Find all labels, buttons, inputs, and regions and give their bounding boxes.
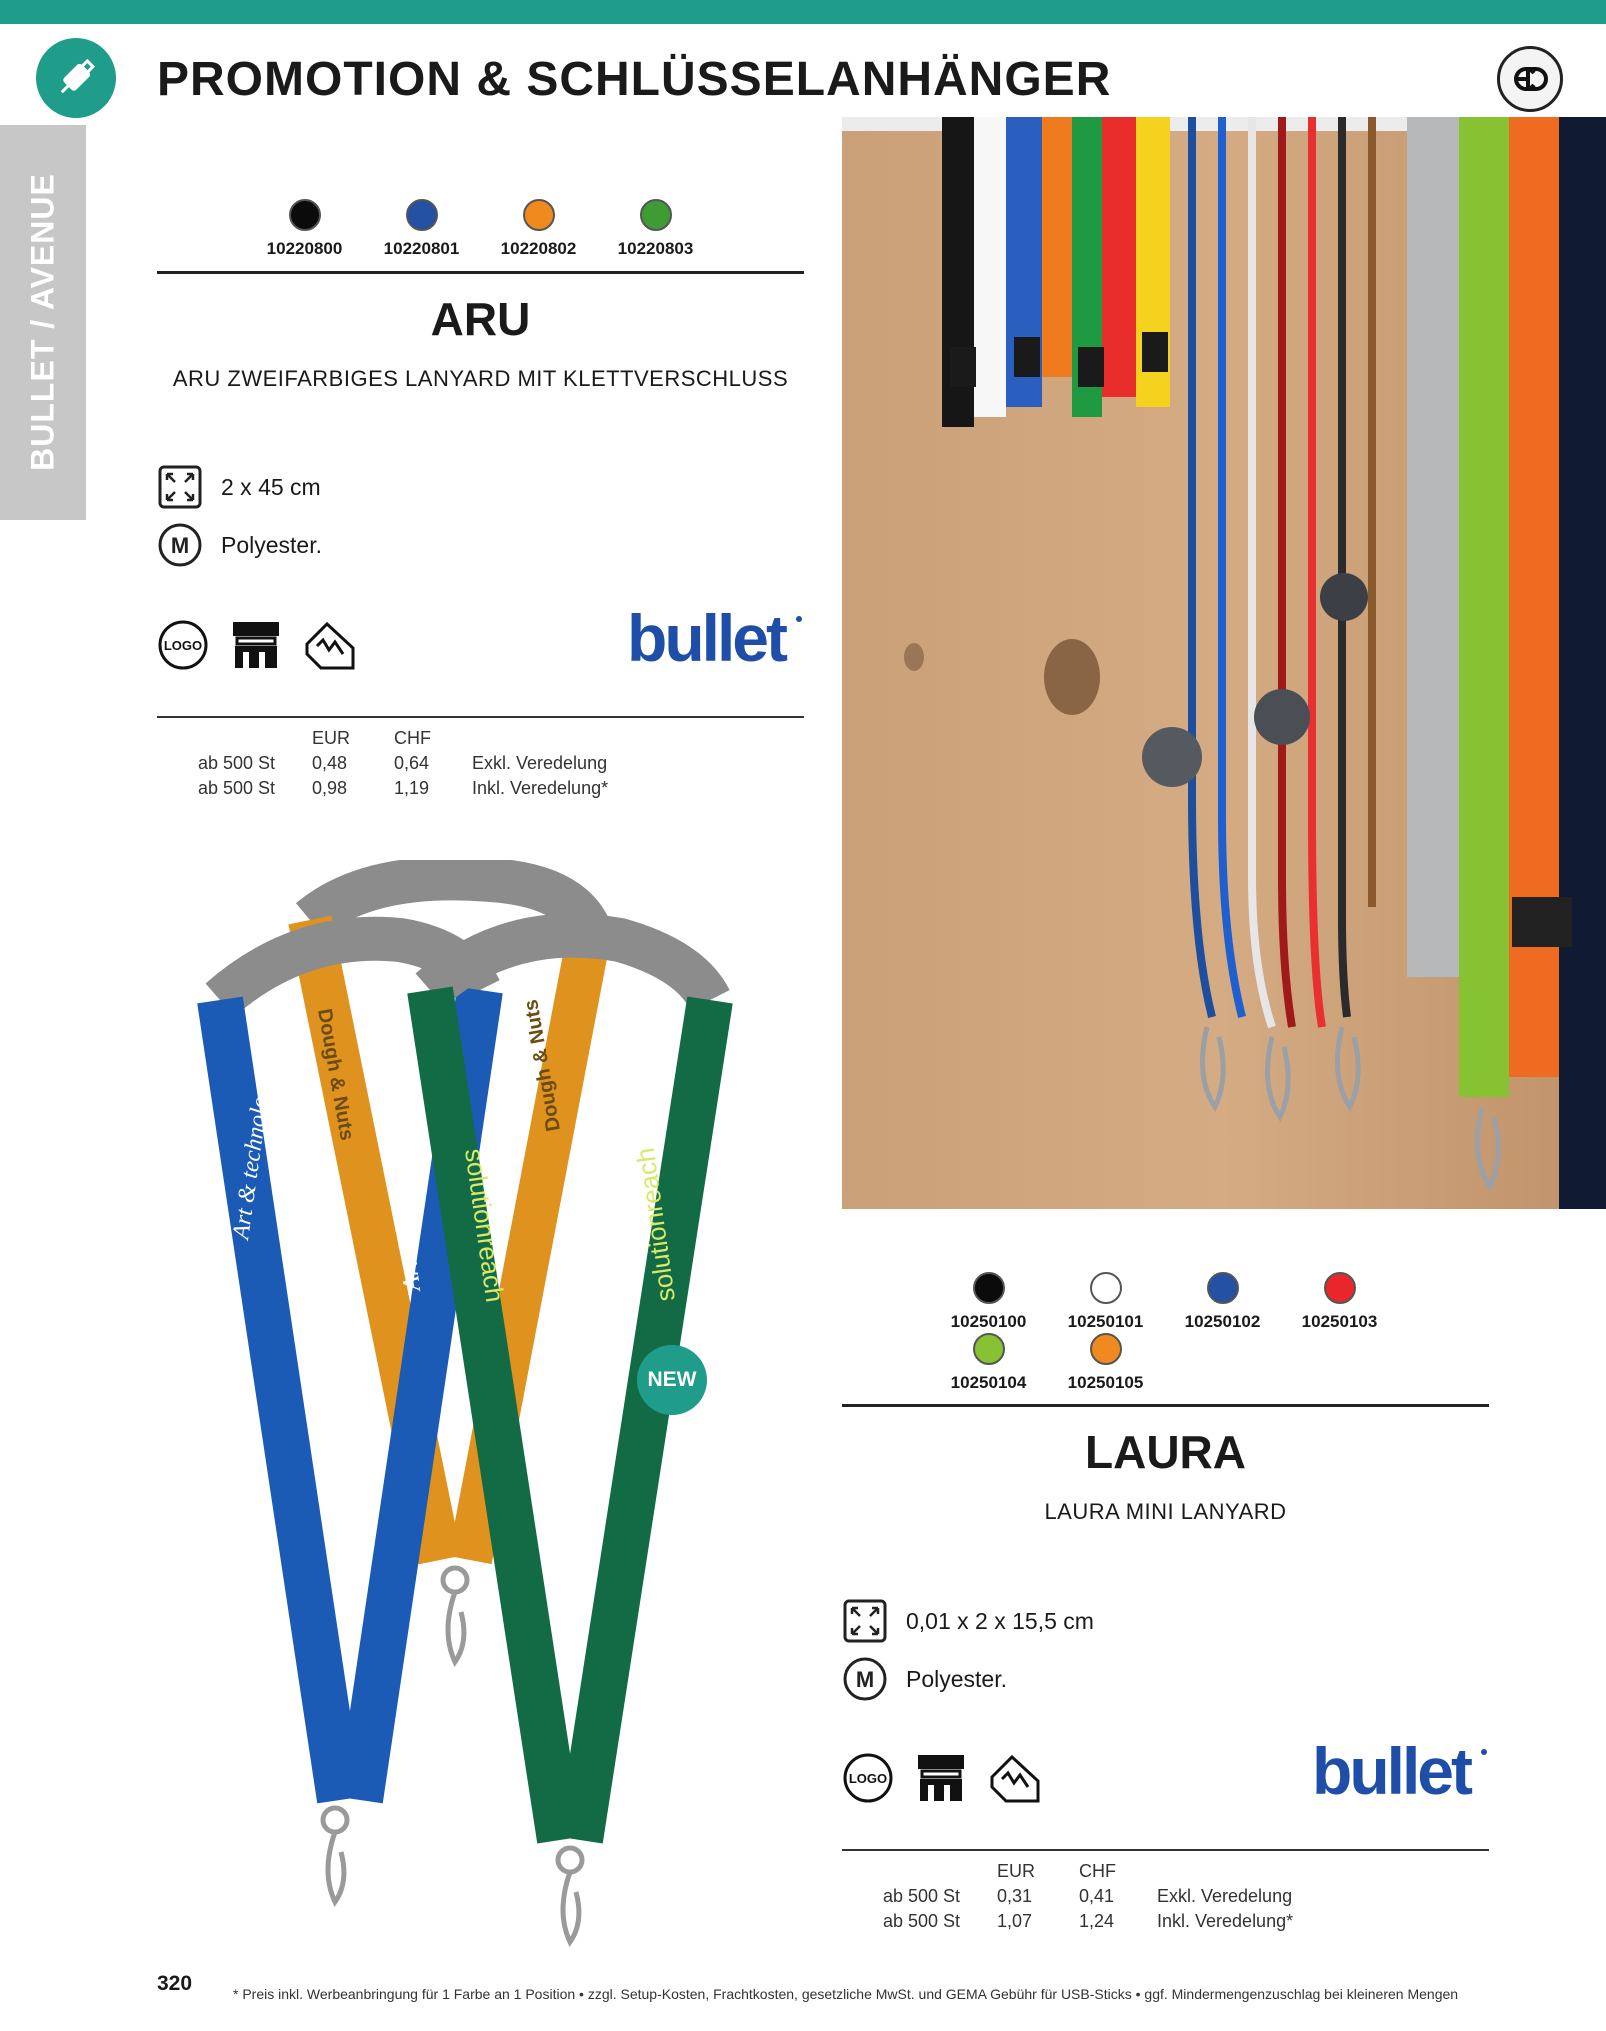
- price-note: Inkl. Veredelung*: [1157, 1911, 1294, 1931]
- swatch-code: 10250104: [950, 1373, 1027, 1392]
- side-category-tab: [0, 125, 86, 520]
- laura-swatch[interactable]: [1047, 1333, 1164, 1393]
- swatch-code: 10250102: [1184, 1312, 1261, 1331]
- laura-swatch[interactable]: [1281, 1272, 1398, 1332]
- usb-stick-icon: [36, 38, 116, 118]
- gd-brand-icon: [1497, 46, 1563, 112]
- lanyard-print-text: Art & technology: [379, 1123, 426, 1293]
- swatch-code: 10250103: [1301, 1312, 1378, 1331]
- aru-material-spec: [157, 522, 322, 568]
- swatch-code: 10220801: [383, 239, 460, 258]
- lanyard-print-text: solutionreach: [459, 1146, 511, 1304]
- lanyard-print-text: Art & technology: [228, 1072, 278, 1241]
- aru-material-text: Polyester.: [221, 531, 322, 558]
- price-qty: ab 500 St: [883, 1911, 961, 1931]
- aru-swatch[interactable]: [363, 199, 480, 259]
- price-header-eur: EUR: [312, 728, 351, 748]
- swatch-dot: [1090, 1272, 1122, 1304]
- aru-price-table: [198, 726, 608, 801]
- footnote: * Preis inkl. Werbeanbringung für 1 Farbe an 1 Position • zzgl. Setup-Kosten, Frachtkosten, gesetzliche MwSt. und GEMA Gebühr für USB-Sticks • ggf. Mindermengenzuschlag bei kleineren Mengen: [233, 1986, 1459, 2002]
- aru-price-divider: [157, 716, 804, 718]
- laura-price-table: [883, 1859, 1293, 1934]
- price-chf: 0,41: [1079, 1886, 1115, 1906]
- aru-product-subtitle: ARU ZWEIFARBIGES LANYARD MIT KLETTVERSCHLUSS: [172, 366, 789, 391]
- laura-product-name: LAURA: [1085, 1426, 1246, 1478]
- svg-text:bullet: bullet: [627, 605, 785, 671]
- transfer-print-icon: [988, 1751, 1042, 1805]
- price-chf: 1,19: [394, 778, 430, 798]
- lanyard-print-text: Dough & Nuts: [520, 997, 565, 1133]
- logo-print-icon: [842, 1752, 894, 1804]
- swatch-dot: [1207, 1272, 1239, 1304]
- swatch-code: 10220802: [500, 239, 577, 258]
- laura-print-methods: [842, 1751, 1042, 1805]
- swatch-dot: [1090, 1333, 1122, 1365]
- aru-print-methods: [157, 618, 357, 672]
- laura-swatch[interactable]: [930, 1333, 1047, 1393]
- logo-print-icon: [157, 619, 209, 671]
- price-qty: ab 500 St: [883, 1886, 961, 1906]
- material-m-icon: [842, 1656, 888, 1702]
- laura-swatch[interactable]: [1164, 1272, 1281, 1332]
- swatch-code: 10250105: [1067, 1373, 1144, 1392]
- swatch-code: 10250100: [950, 1312, 1027, 1331]
- laura-swatch-list-row1: [930, 1272, 1398, 1332]
- laura-dimension-text: 0,01 x 2 x 15,5 cm: [906, 1607, 1094, 1634]
- aru-product-name: ARU: [430, 293, 531, 345]
- price-note: Inkl. Veredelung*: [472, 778, 609, 798]
- price-note: Exkl. Veredelung: [1157, 1886, 1293, 1906]
- table-row: [198, 751, 608, 776]
- page-number: 320: [157, 1972, 193, 1995]
- svg-text:LOGO: LOGO: [163, 638, 203, 653]
- aru-swatch[interactable]: [597, 199, 714, 259]
- laura-price-divider: [842, 1849, 1489, 1851]
- laura-product-photo: [842, 117, 1606, 1209]
- laura-divider: [842, 1404, 1489, 1407]
- lanyard-print-text: solutionreach: [629, 1146, 681, 1304]
- laura-swatch-list-row2: [930, 1333, 1164, 1393]
- dimensions-icon: [157, 464, 203, 510]
- aru-swatch[interactable]: [246, 199, 363, 259]
- aru-swatch[interactable]: [480, 199, 597, 259]
- dimensions-icon: [842, 1598, 888, 1644]
- price-header-chf: CHF: [1079, 1861, 1116, 1881]
- top-accent-bar: [0, 0, 1606, 24]
- lanyard-print-text: Dough & Nuts: [313, 1007, 358, 1143]
- price-eur: 0,31: [997, 1886, 1033, 1906]
- table-row: [883, 1884, 1293, 1909]
- aru-product-image: [170, 860, 770, 1970]
- aru-bullet-brand-logo: [627, 605, 803, 686]
- swatch-dot: [1324, 1272, 1356, 1304]
- svg-text:M: M: [855, 1667, 875, 1692]
- new-badge: NEW: [637, 1345, 707, 1415]
- swatch-dot: [973, 1272, 1005, 1304]
- price-qty: ab 500 St: [198, 778, 276, 798]
- swatch-code: 10250101: [1067, 1312, 1144, 1331]
- aru-dimension-spec: [157, 464, 321, 510]
- laura-material-spec: [842, 1656, 1007, 1702]
- screen-print-icon: [914, 1751, 968, 1805]
- price-qty: ab 500 St: [198, 753, 276, 773]
- swatch-dot: [406, 199, 438, 231]
- swatch-code: 10220800: [266, 239, 343, 258]
- aru-dimension-text: 2 x 45 cm: [221, 473, 321, 500]
- price-chf: 0,64: [394, 753, 430, 773]
- price-eur: 1,07: [997, 1911, 1033, 1931]
- swatch-dot: [973, 1333, 1005, 1365]
- aru-swatch-list: [246, 199, 714, 259]
- price-header-eur: EUR: [997, 1861, 1036, 1881]
- price-chf: 1,24: [1079, 1911, 1115, 1931]
- laura-bullet-brand-logo: [1312, 1738, 1488, 1819]
- transfer-print-icon: [303, 618, 357, 672]
- price-header-chf: CHF: [394, 728, 431, 748]
- laura-swatch[interactable]: [1047, 1272, 1164, 1332]
- price-eur: 0,98: [312, 778, 348, 798]
- screen-print-icon: [229, 618, 283, 672]
- laura-swatch[interactable]: [930, 1272, 1047, 1332]
- svg-text:LOGO: LOGO: [848, 1771, 888, 1786]
- table-row: [198, 776, 608, 801]
- price-note: Exkl. Veredelung: [472, 753, 608, 773]
- table-row: [883, 1909, 1293, 1934]
- svg-text:M: M: [170, 533, 190, 558]
- laura-product-subtitle: LAURA MINI LANYARD: [1044, 1499, 1287, 1524]
- side-tab-label: BULLET / AVENUE: [24, 173, 61, 471]
- laura-dimension-spec: [842, 1598, 1094, 1644]
- laura-material-text: Polyester.: [906, 1665, 1007, 1692]
- swatch-dot: [640, 199, 672, 231]
- aru-divider: [157, 271, 804, 274]
- price-eur: 0,48: [312, 753, 348, 773]
- material-m-icon: [157, 522, 203, 568]
- swatch-dot: [523, 199, 555, 231]
- svg-text:bullet: bullet: [1312, 1738, 1470, 1804]
- swatch-code: 10220803: [617, 239, 694, 258]
- swatch-dot: [289, 199, 321, 231]
- page-title: PROMOTION & SCHLÜSSELANHÄNGER: [157, 53, 1112, 106]
